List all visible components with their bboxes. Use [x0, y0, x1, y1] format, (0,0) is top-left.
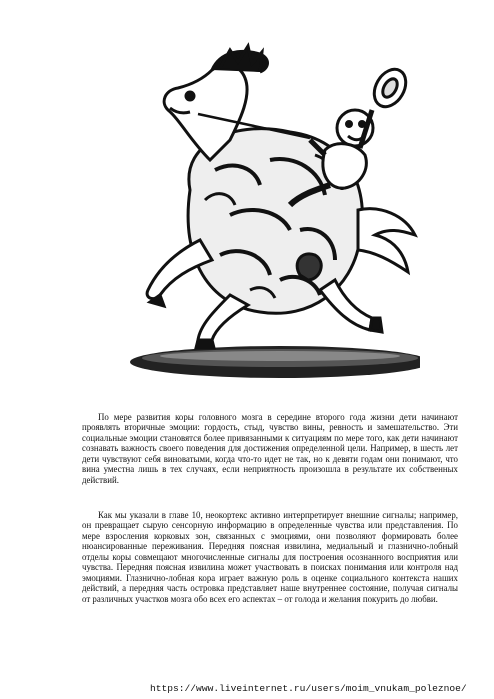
brain-horse-rider-illustration	[120, 40, 420, 385]
paragraph-1: По мере развития коры головного мозга в середине второго года жизни дети начинают проявлять вторичные эмоции: гордость, стыд, чувство вины, ревность и замешательство. Эти социальные эмоции становятся более привязанными к ситуациям по мере того, как дети начинают сознавать важность своего поведения для достижения определенной цели. Например, в шесть лет дети чувствуют себя виноватыми, когда что-то идет не так, но к девяти годам они понимают, что вина уместна лишь в тех случаях, если неприятность произошла в результате их собственных действий.	[82, 411, 458, 485]
horse-tail	[358, 209, 415, 272]
rider-hat	[368, 64, 412, 113]
ground-stipple	[130, 346, 420, 378]
footer-url: https://www.liveinternet.ru/users/moim_vnukam_poleznoe/	[150, 683, 467, 694]
paragraph-2: Как мы указали в главе 10, неокортекс активно интерпретирует внешние сигналы; например, он превращает сырую сенсорную информацию в определенные чувства или представления. По мере взросления корковых зон, связанных с эмоциями, они позволяют формировать более нюансированные переживания. Передняя поясная извилина, медиальный и глазнично-лобный отделы коры совмещают многочисленные сигналы для построения осознанного восприятия или чувства. Передняя поясная извилина может участвовать в поисках понимания или контроля над эмоциями. Глазнично-лобная кора играет важную роль в оценке социального контекста наших действий, а передняя часть островка представляет наше внутреннее состояние, получая сигналы от различных участков мозга обо всех его аспектах – от голода и желания покурить до любви.	[82, 509, 458, 604]
